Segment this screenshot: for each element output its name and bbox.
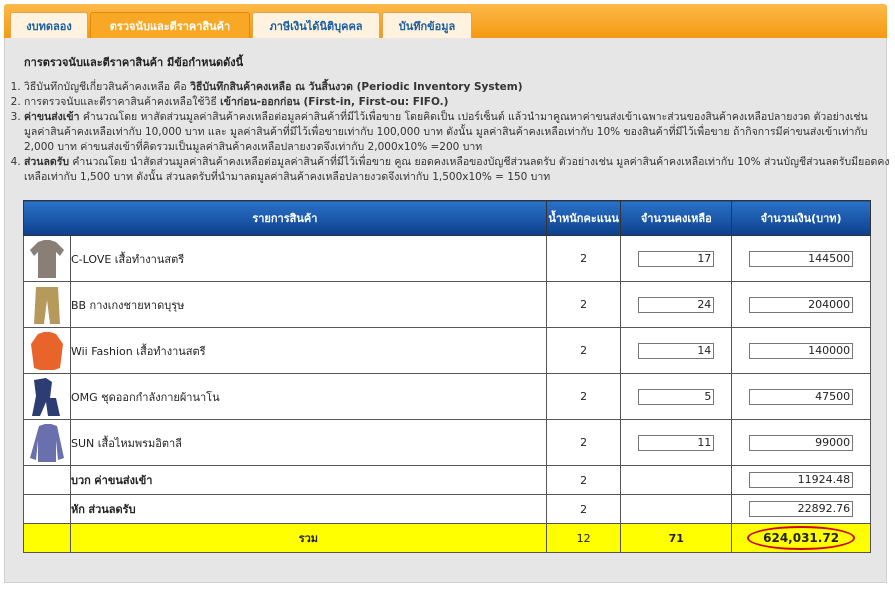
- weight-cell: 2: [546, 236, 621, 282]
- table-row: [24, 328, 871, 374]
- tab-trial-balance[interactable]: งบทดลอง: [10, 12, 88, 41]
- sweater-thumbnail-icon: [26, 422, 68, 464]
- rule-item: 2. การตรวจนับและตีราคาสินค้าคงเหลือใช้วิธี เข้าก่อน-ออกก่อน (First-in, First-ou: FIFO.): [24, 95, 894, 110]
- discount-row: [24, 495, 871, 524]
- qty-input[interactable]: 24: [638, 297, 714, 313]
- amount-input[interactable]: 144500: [749, 251, 853, 267]
- qty-input[interactable]: 14: [638, 343, 714, 359]
- product-name: BB กางเกงชายหาดบุรุษ: [70, 282, 546, 328]
- header-amount: จำนวนเงิน(บาท): [732, 201, 871, 236]
- tab-corporate-tax[interactable]: ภาษีเงินได้นิติบุคคล: [252, 12, 380, 41]
- tab-save-data[interactable]: บันทึกข้อมูล: [382, 12, 472, 41]
- amount-input[interactable]: 204000: [749, 297, 853, 313]
- weight-cell: 2: [546, 495, 621, 524]
- discount-prefix: หัก: [70, 503, 85, 516]
- total-qty: 71: [621, 524, 732, 553]
- total-row: [24, 524, 871, 553]
- weight-cell: 2: [546, 282, 621, 328]
- freight-prefix: บวก: [70, 474, 91, 487]
- freight-amount-input[interactable]: 11924.48: [749, 472, 853, 488]
- header-qty: จำนวนคงเหลือ: [621, 201, 732, 236]
- product-name: SUN เสื้อไหมพรมอิตาลี: [70, 420, 546, 466]
- jacket-thumbnail-icon: [26, 330, 68, 372]
- page-heading: การตรวจนับและตีราคาสินค้า มีข้อกำหนดดังนี้: [24, 56, 244, 69]
- qty-input[interactable]: 17: [638, 251, 714, 267]
- weight-cell: 2: [546, 466, 621, 495]
- table-row: [24, 236, 871, 282]
- total-weight: 12: [546, 524, 621, 553]
- tab-bar: [4, 4, 887, 38]
- freight-row: [24, 466, 871, 495]
- weight-cell: 2: [546, 420, 621, 466]
- amount-input[interactable]: 140000: [749, 343, 853, 359]
- total-amount: 624,031.72: [747, 526, 855, 550]
- rules-list: [4, 80, 894, 185]
- weight-cell: 2: [546, 328, 621, 374]
- total-label: รวม: [70, 524, 546, 553]
- rule-item: 3. ค่าขนส่งเข้า คำนวณโดย หาสัดส่วนมูลค่าสินค้าคงเหลือต่อมูลค่าสินค้าที่มีไว้เพื่อขาย โดยคิดเป็น เปอร์เซ็นต์ แล้วนำมาคูณหาค่าขนส่งเข้าเฉพาะส่วนของสินค้าคงเหลือปลายงวด ตัวอย่างเช่น มูลค่าสินค้าคงเหลือเท่ากับ 10,000 บาท และ มูลค่าสินค้าที่มีไว้เพื่อขายเท่ากับ 100,000 บาท ดังนั้น มูลค่าสินค้าคงเหลือเท่ากับ 10% ของสินค้าที่มีไว้เพื่อขาย ถ้ากิจการมีค่าขนส่งเข้าเท่ากับ 2,000 บาท ค่าขนส่งเข้าที่คิดรวมเป็นมูลค่าสินค้าคงเหลือปลายงวดจึงเท่ากับ 2,000x10% =200 บาท: [24, 110, 894, 155]
- qty-input[interactable]: 11: [638, 435, 714, 451]
- amount-input[interactable]: 99000: [749, 435, 853, 451]
- product-name: C-LOVE เสื้อทำงานสตรี: [70, 236, 546, 282]
- rule-item: 4. ส่วนลดรับ คำนวณโดย นำสัดส่วนมูลค่าสินค้าคงเหลือต่อมูลค่าสินค้าที่มีไว้เพื่อขาย คูณ ยอดคงเหลือของบัญชีส่วนลดรับ ตัวอย่างเช่น มูลค่าสินค้าคงเหลือเท่ากับ 10% ส่วนบัญชีส่วนลดรับมียอดคงเหลือเท่ากับ 1,500 บาท ดังนั้น ส่วนลดรับที่นำมาลดมูลค่าสินค้าคงเหลือปลายงวดจึงเท่ากับ 1,500x10% = 150 บาท: [24, 155, 894, 185]
- pants-thumbnail-icon: [26, 284, 68, 326]
- freight-label: ค่าขนส่งเข้า: [94, 474, 153, 487]
- shirt-thumbnail-icon: [26, 238, 68, 280]
- amount-input[interactable]: 47500: [749, 389, 853, 405]
- table-row: [24, 374, 871, 420]
- table-row: [24, 420, 871, 466]
- discount-label: ส่วนลดรับ: [88, 503, 136, 516]
- inventory-table: [23, 200, 871, 553]
- header-item: รายการสินค้า: [24, 201, 547, 236]
- product-name: Wii Fashion เสื้อทำงานสตรี: [70, 328, 546, 374]
- discount-amount-input[interactable]: 22892.76: [749, 501, 853, 517]
- qty-input[interactable]: 5: [638, 389, 714, 405]
- header-weight: น้ำหนักคะแนน: [546, 201, 621, 236]
- table-header-row: [24, 201, 871, 236]
- tab-inventory-count[interactable]: ตรวจนับและตีราคาสินค้า: [90, 12, 250, 41]
- rule-item: 1. วิธีบันทึกบัญชีเกี่ยวสินค้าคงเหลือ คือ วิธีบันทึกสินค้าคงเหลือ ณ วันสิ้นงวด (Periodic Inventory System): [24, 80, 894, 95]
- table-row: [24, 282, 871, 328]
- sportswear-thumbnail-icon: [26, 376, 68, 418]
- product-name: OMG ชุดออกกำลังกายผ้านาโน: [70, 374, 546, 420]
- weight-cell: 2: [546, 374, 621, 420]
